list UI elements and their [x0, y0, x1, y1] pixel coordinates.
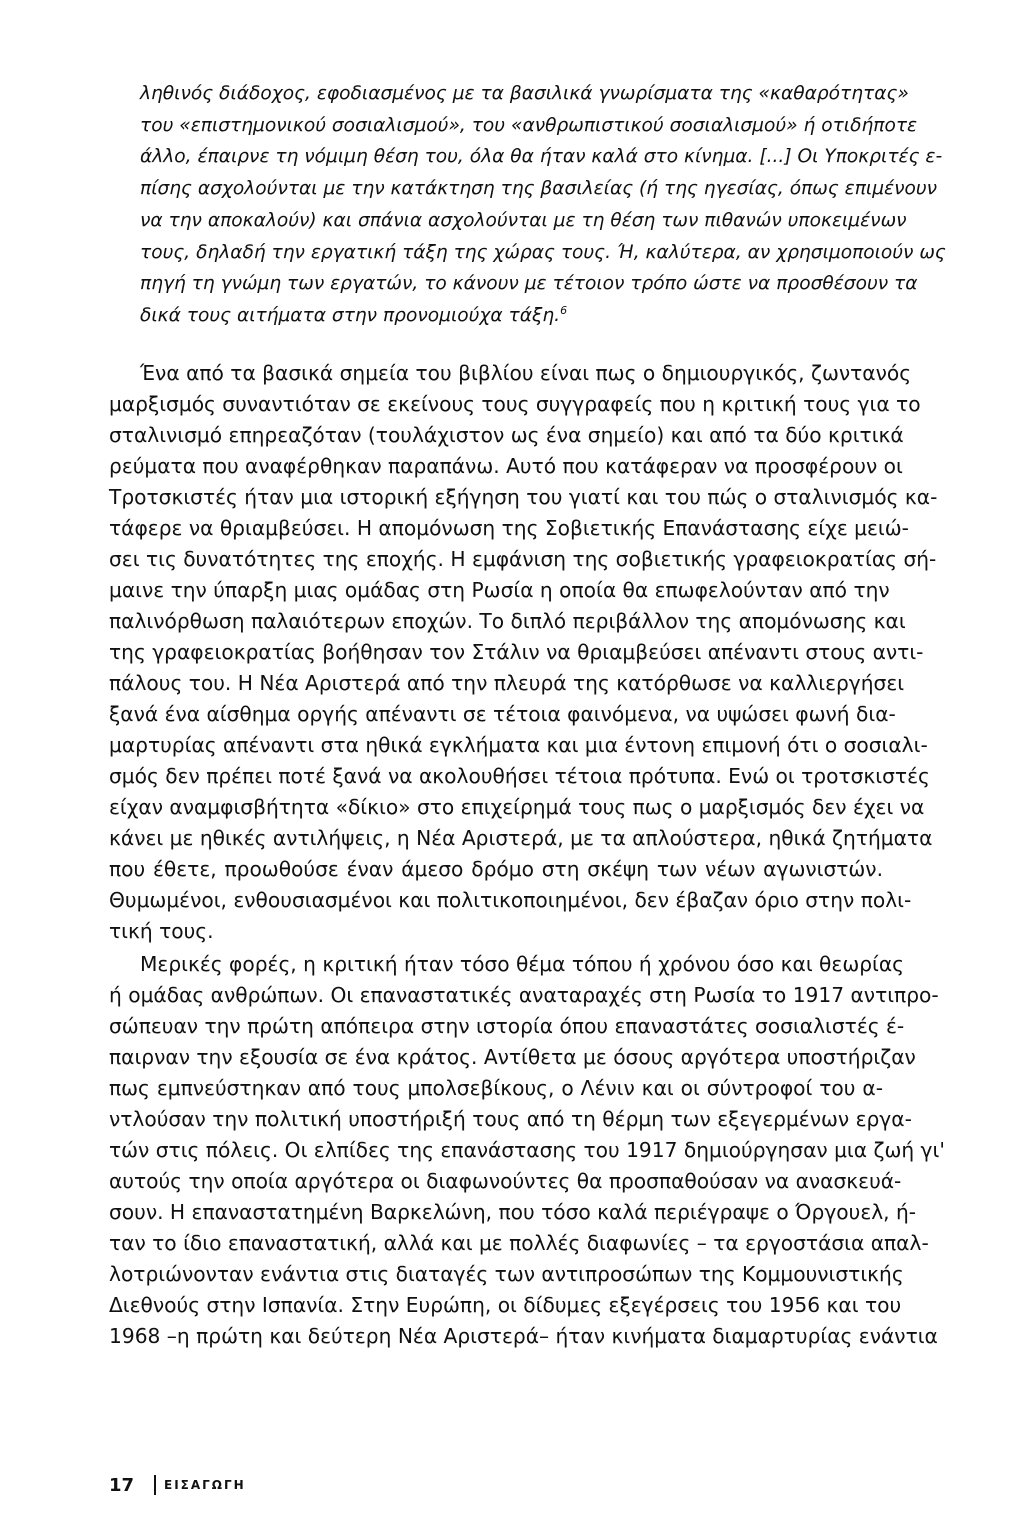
paragraph-line: κάνει με ηθικές αντιλήψεις, η Νέα Αριστερά, με τα απλούστερα, ηθικά ζητήματα: [109, 826, 933, 850]
paragraph-line: ή ομάδας ανθρώπων. Οι επαναστατικές αναταραχές στη Ρωσία το 1917 αντιπρο-: [109, 983, 939, 1007]
paragraph-line: ταν το ίδιο επαναστατική, αλλά και με πολλές διαφωνίες – τα εργοστάσια απαλ-: [109, 1231, 929, 1255]
quote-line-text: δικά τους αιτήματα στην προνομιούχα τάξη.: [140, 304, 561, 326]
paragraph-line: πως εμπνεύστηκαν από τους μπολσεβίκους, ο Λένιν και οι σύντροφοί του α-: [109, 1076, 883, 1100]
paragraph-line: που έθετε, προωθούσε έναν άμεσο δρόμο στη σκέψη των νέων αγωνιστών.: [109, 857, 883, 881]
block-quote: [140, 78, 946, 332]
paragraph-line: παλινόρθωση παλαιότερων εποχών. Το διπλό περιβάλλον της απομόνωσης και: [109, 609, 906, 633]
paragraph-line: παιρναν την εξουσία σε ένα κράτος. Αντίθετα με όσους αργότερα υποστήριζαν: [109, 1045, 916, 1069]
paragraph-line: σώπευαν την πρώτη απόπειρα στην ιστορία όπου επαναστάτες σοσιαλιστές έ-: [109, 1014, 905, 1038]
quote-line: πηγή τη γνώμη των εργατών, το κάνουν με τέτοιον τρόπο ώστε να προσθέσουν τα: [140, 273, 918, 295]
quote-line: πίσης ασχολούνται με την κατάκτηση της βασιλείας (ή της ηγεσίας, όπως επιμένουν: [140, 178, 937, 200]
paragraph-line: μαρξισμός συναντιόταν σε εκείνους τους συγγραφείς που η κριτική τους για το: [109, 392, 921, 416]
paragraph-line: 1968 –η πρώτη και δεύτερη Νέα Αριστερά– ήταν κινήματα διαμαρτυρίας ενάντια: [109, 1324, 938, 1348]
paragraph-line: ρεύματα που αναφέρθηκαν παραπάνω. Αυτό που κατάφεραν να προσφέρουν οι: [109, 454, 903, 478]
paragraph-line: σταλινισμό επηρεαζόταν (τουλάχιστον ως ένα σημείο) και από τα δύο κριτικά: [109, 423, 904, 447]
paragraph-line: αυτούς την οποία αργότερα οι διαφωνούντες θα προσπαθούσαν να ανασκευά-: [109, 1169, 902, 1193]
paragraph-line: Θυμωμένοι, ενθουσιασμένοι και πολιτικοποιημένοι, δεν έβαζαν όριο στην πολι-: [109, 888, 912, 912]
paragraph-line: Μερικές φορές, η κριτική ήταν τόσο θέμα τόπου ή χρόνου όσο και θεωρίας: [140, 952, 905, 976]
quote-line: του «επιστημονικού σοσιαλισμού», του «ανθρωπιστικού σοσιαλισμού» ή οτιδήποτε: [140, 114, 918, 136]
paragraph-line: τών στις πόλεις. Οι ελπίδες της επανάστασης του 1917 δημιούργησαν μια ζωή γι': [109, 1138, 945, 1162]
running-section-title: ΕΙΣΑΓΩΓΗ: [164, 1478, 246, 1492]
quote-last-line: [140, 300, 882, 332]
paragraph-line: σουν. Η επαναστατημένη Βαρκελώνη, που τόσο καλά περιέγραψε ο Όργουελ, ή-: [109, 1200, 917, 1224]
paragraph-line: μαρτυρίας απέναντι στα ηθικά εγκλήματα και μια έντονη επιμονή ότι ο σοσιαλι-: [109, 733, 928, 757]
quote-line: τους, δηλαδή την εργατική τάξη της χώρας τους. Ή, καλύτερα, αν χρησιμοποιούν ως: [140, 241, 946, 263]
paragraph-line: ξανά ένα αίσθημα οργής απέναντι σε τέτοια φαινόμενα, να υψώσει φωνή δια-: [109, 702, 896, 726]
page-footer: [109, 1470, 246, 1500]
quote-line: άλλο, έπαιρνε τη νόμιμη θέση του, όλα θα ήταν καλά στο κίνημα. [...] Οι Υποκριτές ε-: [140, 146, 943, 168]
quote-line: να την αποκαλούν) και σπάνια ασχολούνται με τη θέση των πιθανών υποκειμένων: [140, 209, 907, 231]
paragraph-line: Ένα από τα βασικά σημεία του βιβλίου είναι πως ο δημιουργικός, ζωντανός: [140, 361, 912, 385]
paragraph-line: τάφερε να θριαμβεύσει. Η απομόνωση της Σοβιετικής Επανάστασης είχε μειώ-: [109, 516, 909, 540]
footer-divider: [154, 1475, 156, 1495]
paragraph-line: σμός δεν πρέπει ποτέ ξανά να ακολουθήσει τέτοια πρότυπα. Ενώ οι τροτσκιστές: [109, 764, 930, 788]
paragraph-line: της γραφειοκρατίας βοήθησαν τον Στάλιν να θριαμβεύσει απέναντι στους αντι-: [109, 640, 924, 664]
paragraph-line: είχαν αναμφισβήτητα «δίκιο» στο επιχείρημά τους πως ο μαρξισμός δεν έχει να: [109, 795, 925, 819]
paragraph-line: Τροτσκιστές ήταν μια ιστορική εξήγηση του γιατί και του πώς ο σταλινισμός κα-: [109, 485, 938, 509]
footnote-marker: 6: [560, 303, 568, 317]
paragraph-line: μαινε την ύπαρξη μιας ομάδας στη Ρωσία η οποία θα επωφελούνταν από την: [109, 578, 890, 602]
paragraph-2: [109, 949, 945, 1352]
page-number: 17: [109, 1474, 135, 1496]
paragraph-1: [109, 358, 938, 947]
paragraph-line: Διεθνούς στην Ισπανία. Στην Ευρώπη, οι δίδυμες εξεγέρσεις του 1956 και του: [109, 1293, 902, 1317]
paragraph-line: σει τις δυνατότητες της εποχής. Η εμφάνιση της σοβιετικής γραφειοκρατίας σή-: [109, 547, 937, 571]
quote-line: ληθινός διάδοχος, εφοδιασμένος με τα βασιλικά γνωρίσματα της «καθαρότητας»: [140, 83, 909, 104]
paragraph-line: τική τους.: [109, 919, 214, 943]
paragraph-line: ντλούσαν την πολιτική υποστήριξή τους από τη θέρμη των εξεγερμένων εργα-: [109, 1107, 912, 1131]
body-text: [109, 358, 945, 1352]
paragraph-line: λοτριώνονταν ενάντια στις διαταγές των αντιπροσώπων της Κομμουνιστικής: [109, 1262, 904, 1286]
paragraph-line: πάλους του. Η Νέα Αριστερά από την πλευρά της κατόρθωσε να καλλιεργήσει: [109, 671, 905, 695]
